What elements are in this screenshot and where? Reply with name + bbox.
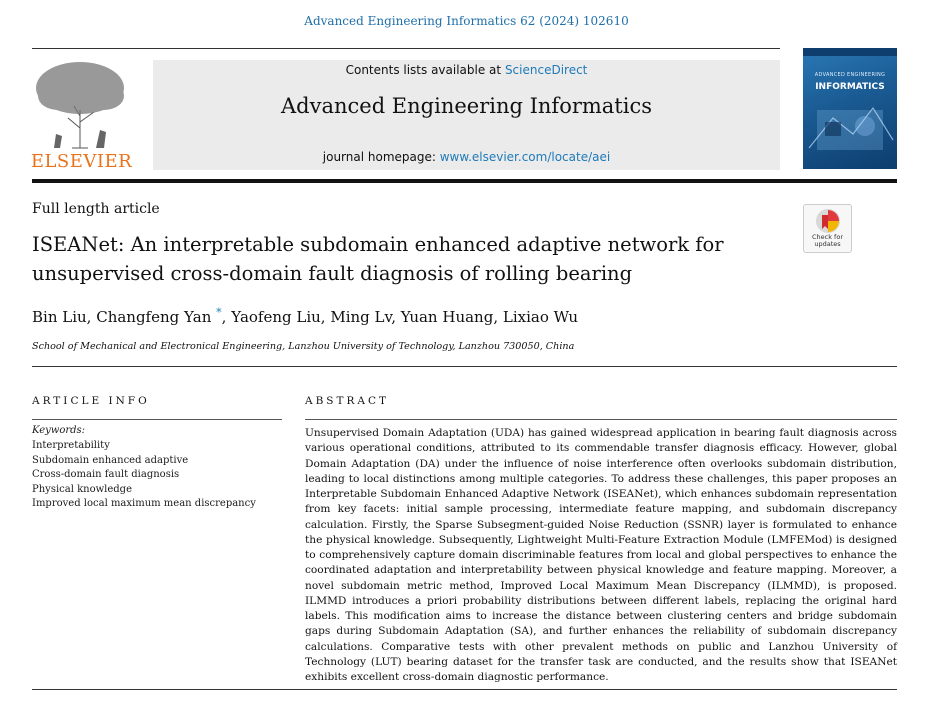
- journal-cover-image[interactable]: [803, 48, 897, 169]
- article-type: Full length article: [32, 201, 160, 217]
- author-name[interactable]: Ming Lv: [330, 308, 392, 326]
- keyword-item: Improved local maximum mean discrepancy: [32, 498, 256, 509]
- homepage-prefix: journal homepage:: [322, 150, 440, 164]
- elsevier-tree-icon: [30, 58, 133, 150]
- check-for-updates-button[interactable]: [803, 204, 852, 253]
- keywords-label: Keywords:: [32, 425, 86, 436]
- sciencedirect-link[interactable]: ScienceDirect: [504, 63, 588, 77]
- article-info-rule: [32, 419, 282, 420]
- author-affiliation: School of Mechanical and Electronical Engineering, Lanzhou University of Technology, Lanzhou 730050, China: [32, 341, 575, 352]
- article-title: ISEANet: An interpretable subdomain enhanced adaptive network for unsupervised cross-domain fault diagnosis of rolling bearing: [32, 233, 724, 285]
- elsevier-wordmark: ELSEVIER: [30, 151, 133, 172]
- author-name[interactable]: Changfeng Yan: [96, 308, 212, 326]
- check-updates-icon: [813, 207, 843, 235]
- keyword-item: Physical knowledge: [32, 483, 133, 495]
- abstract-heading: ABSTRACT: [305, 395, 390, 407]
- homepage-line: [153, 150, 780, 164]
- journal-homepage-link[interactable]: www.elsevier.com/locate/aei: [439, 150, 611, 164]
- header-thick-rule: [32, 179, 897, 183]
- keyword-item: Interpretability: [32, 440, 110, 451]
- header-top-rule: [32, 48, 780, 49]
- abstract-text: Unsupervised Domain Adaptation (UDA) has gained widespread application in bearing fault diagnosis across various operational conditions, attributed to its commendable transfer diagnosis efficacy. However, global Domain Adaptation (DA) under the influence of noise interference often overlooks subdomain distribution, leading to local distinctions among multiple categories. To address these challenges, this paper proposes an Interpretable Subdomain Enhanced Adaptive Network (ISEANet), which enhances subdomain representation from key facets: initial sample processing, intermediate feature mapping, and subdomain discrepancy calculation. Firstly, the Sparse Subsegment-guided Noise Reduction (SSNR) layer is formulated to enhance the physical knowledge. Subsequently, Lightweight Multi-Feature Extraction Module (LMFEMod) is designed to comprehensively capture domain discriminable features from local and global perspectives to enhance the coordinated adaptation and interpretability between physical knowledge and feature mapping. Moreover, a novel subdomain metric method, Improved Local Maximum Mean Discrepancy (ILMMD), is proposed. ILMMD introduces a priori probability distributions between different labels, replacing the original hard labels. This modification aims to increase the distance between clustering centers and bridge subdomain gaps during Subdomain Adaptation (SA), and further enhances the reliability of subdomain discrepancy calculations. Comparative tests with other prevalent methods on public and Lanzhou University of Technology (LUT) bearing dataset for the transfer task are conducted, and the results show that ISEANet exhibits excellent cross-domain diagnostic performance.: [305, 427, 897, 683]
- cover-subtitle: ADVANCED ENGINEERING: [814, 72, 886, 78]
- author-name[interactable]: Yaofeng Liu: [231, 308, 321, 326]
- author-name[interactable]: Yuan Huang: [400, 308, 494, 326]
- author-list: Bin Liu, Changfeng Yan *, Yaofeng Liu, Ming Lv, Yuan Huang, Lixiao Wu: [32, 306, 579, 326]
- bottom-rule: [32, 689, 897, 690]
- cover-artwork: [803, 48, 897, 169]
- journal-banner: [153, 60, 780, 170]
- keywords-list: [32, 439, 256, 512]
- keyword-item: Cross-domain fault diagnosis: [32, 469, 180, 480]
- author-name[interactable]: Lixiao Wu: [502, 308, 579, 326]
- section-divider: [32, 366, 897, 367]
- cover-title: INFORMATICS: [815, 82, 885, 92]
- journal-title: Advanced Engineering Informatics: [280, 94, 653, 118]
- check-updates-label: [804, 234, 851, 248]
- check-updates-line1: Check for: [812, 233, 843, 241]
- abstract-rule: [305, 419, 897, 420]
- journal-citation[interactable]: Advanced Engineering Informatics 62 (2024) 102610: [304, 14, 629, 28]
- contents-prefix: Contents lists available at: [345, 63, 505, 77]
- check-updates-line2: updates: [814, 240, 841, 248]
- contents-line: [153, 63, 780, 77]
- article-info-heading: ARTICLE INFO: [32, 395, 150, 407]
- author-name[interactable]: Bin Liu: [32, 308, 87, 326]
- elsevier-logo[interactable]: [30, 58, 133, 172]
- keyword-item: Subdomain enhanced adaptive: [32, 454, 189, 466]
- corresponding-author-mark[interactable]: *: [216, 306, 222, 319]
